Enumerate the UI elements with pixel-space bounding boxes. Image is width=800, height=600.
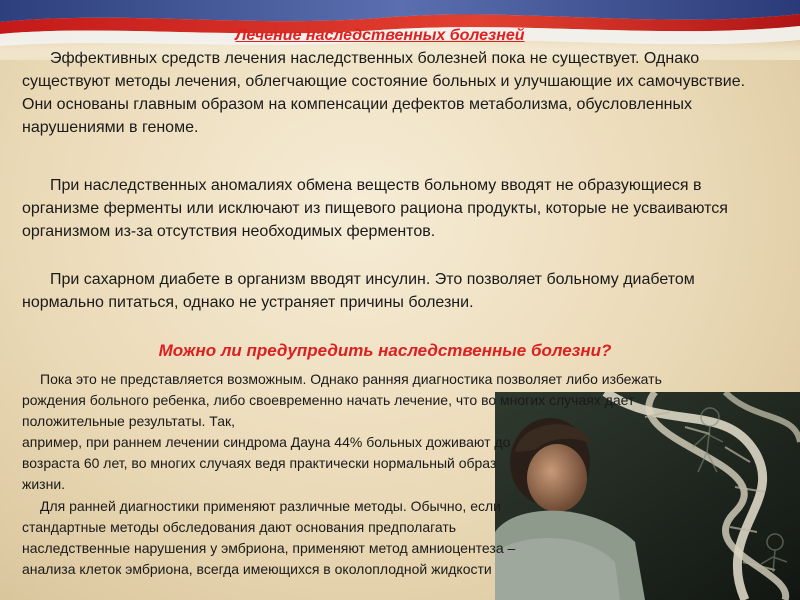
paragraph-3-text: При сахарном диабете в организм вводят инсулин. Это позволяет больному диабетом нормально питаться, однако не устраняет причины болезни. xyxy=(22,271,695,311)
paragraph-4-text: Пока это не представляется возможным. Однако ранняя диагностика позволяет либо избежать рождения больного ребенка, либо своевременно начать лечение, что во многих случаях дает положительные результаты. Так, xyxy=(22,371,662,429)
paragraph-amniocentesis xyxy=(22,496,522,580)
heading-treatment: Лечение наследственных болезней xyxy=(235,27,525,44)
paragraph-6-text: Для ранней диагностики применяют различные методы. Обычно, если стандартные методы обследования дают основания предполагать наследственные нарушения у эмбриона, применяют метод амниоцентеза – анализа клеток эмбриона, всегда имеющихся в околоплодной жидкости xyxy=(22,498,516,577)
paragraph-metabolic-anomalies xyxy=(22,174,747,243)
paragraph-effective-means xyxy=(22,47,747,139)
paragraph-2-text: При наследственных аномалиях обмена веществ больному вводят не образующиеся в организме ферменты или исключают из пищевого рациона продукты, которые не усваиваются организмом из-за отсутствия необходимых ферментов. xyxy=(22,177,728,240)
paragraph-early-diagnostics xyxy=(22,369,722,432)
paragraph-down-syndrome: апример, при раннем лечении синдрома Дауна 44% больных доживают до возраста 60 лет, во многих случаях ведя практически нормальный образ жизни. xyxy=(22,434,511,492)
heading-prevention: Можно ли предупредить наследственные болезни? xyxy=(158,341,612,360)
paragraph-1-text: Эффективных средств лечения наследственных болезней пока не существует. Однако существуют методы лечения, облегчающие состояние больных и улучшающие их самочувствие. Они основаны главным образом на компенсации дефектов метаболизма, обусловленных нарушениями в геноме. xyxy=(22,50,746,136)
paragraph-diabetes xyxy=(22,268,747,314)
